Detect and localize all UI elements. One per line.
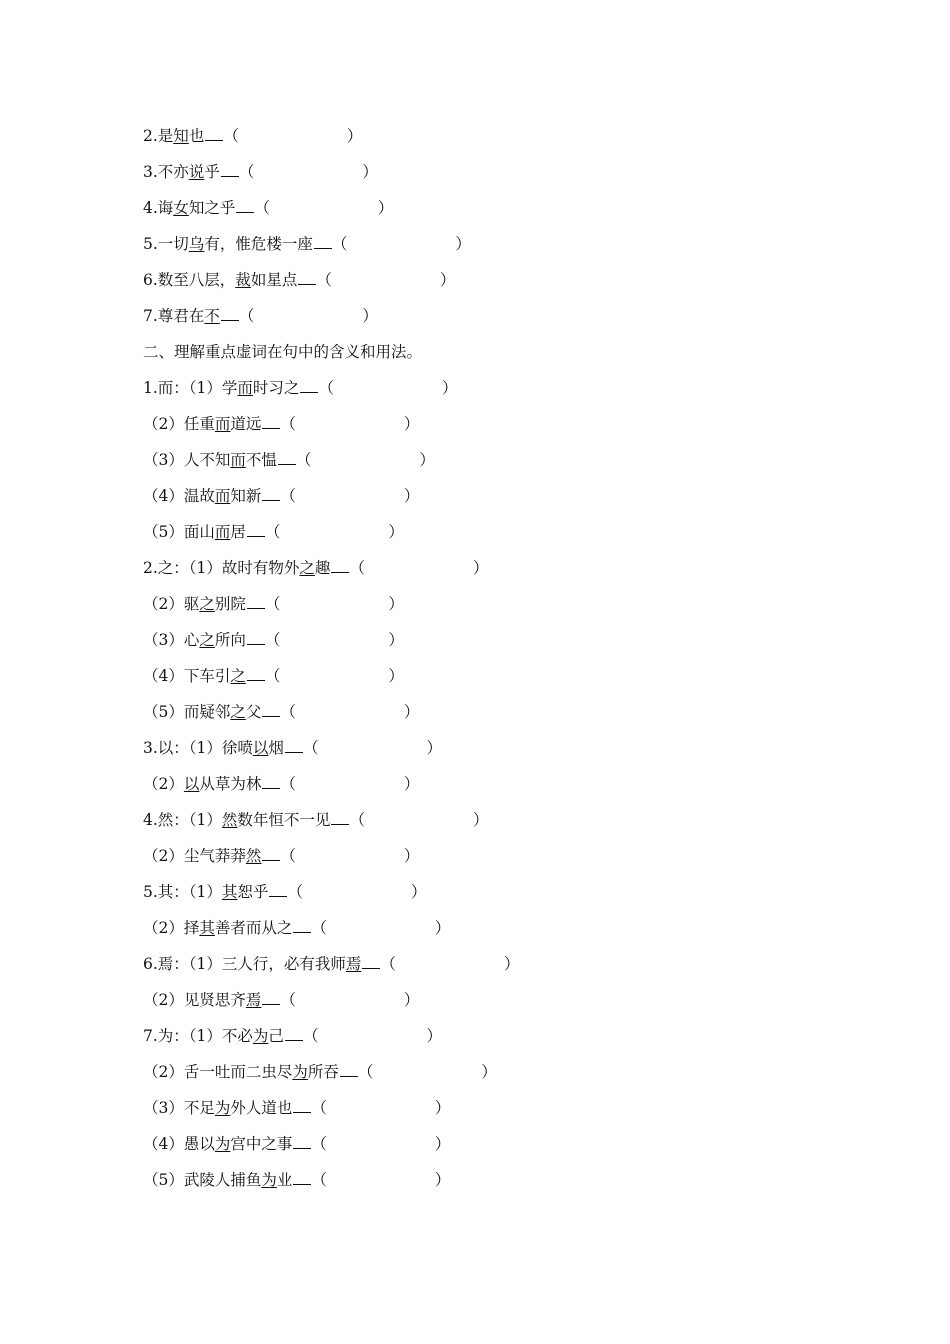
paren-open: （ xyxy=(264,631,281,649)
answer-blank[interactable] xyxy=(262,1003,280,1005)
answer-blank[interactable] xyxy=(331,823,349,825)
exercise-line xyxy=(143,766,863,802)
exercise-line xyxy=(143,730,863,766)
line-text: 所向 xyxy=(214,631,246,649)
exercise-line xyxy=(143,910,863,946)
line-text: 道远 xyxy=(230,415,262,433)
exercise-line xyxy=(143,334,863,370)
paren-open: （ xyxy=(238,307,255,325)
line-text: 也 xyxy=(188,127,205,145)
paren-close: ） xyxy=(439,271,456,289)
paren-close: ） xyxy=(441,379,458,397)
line-text: （5）面山 xyxy=(143,523,215,541)
exercise-line xyxy=(143,802,863,838)
paren-close: ） xyxy=(388,667,404,685)
answer-blank[interactable] xyxy=(221,319,239,321)
line-text: （2）尘气莽莽 xyxy=(143,847,246,865)
line-text: （4）温故 xyxy=(143,487,215,505)
answer-blank[interactable] xyxy=(340,1075,358,1077)
line-text: 1.而：（1）学 xyxy=(143,379,238,397)
paren-close: ） xyxy=(346,127,363,145)
line-text: 善者而从之 xyxy=(214,919,293,937)
answer-blank[interactable] xyxy=(247,607,265,609)
line-text: 从草为林 xyxy=(199,775,262,793)
exercise-line xyxy=(143,1162,863,1198)
exercise-line xyxy=(143,478,863,514)
paren-open: （ xyxy=(311,1171,327,1189)
exercise-line xyxy=(143,586,863,622)
key-word: 知 xyxy=(173,127,189,145)
paren-close: ） xyxy=(388,595,404,613)
paren-close: ） xyxy=(403,415,420,433)
exercise-line xyxy=(143,370,863,406)
paren-open: （ xyxy=(295,451,312,469)
paren-open: （ xyxy=(280,703,296,721)
exercise-line xyxy=(143,190,863,226)
exercise-line xyxy=(143,262,863,298)
key-word: 焉 xyxy=(345,955,362,973)
key-word: 其 xyxy=(199,919,215,937)
key-word: 而 xyxy=(214,487,231,505)
answer-blank[interactable] xyxy=(262,859,280,861)
paren-open: （ xyxy=(264,595,281,613)
paren-close: ） xyxy=(472,811,489,829)
key-word: 而 xyxy=(230,451,246,469)
key-word: 之 xyxy=(230,703,246,721)
key-word: 为 xyxy=(214,1135,231,1153)
exercise-line xyxy=(143,874,863,910)
exercise-line xyxy=(143,1126,863,1162)
paren-open: （ xyxy=(280,847,296,865)
line-text: 所吞 xyxy=(307,1063,339,1081)
exercise-line xyxy=(143,514,863,550)
line-text: 宫中之事 xyxy=(230,1135,293,1153)
line-text: （3）心 xyxy=(143,631,200,649)
answer-blank[interactable] xyxy=(314,247,332,249)
line-text: 趣 xyxy=(314,559,331,577)
answer-blank[interactable] xyxy=(247,535,265,537)
exercise-line xyxy=(143,658,863,694)
key-word: 以 xyxy=(252,739,269,757)
paren-open: （ xyxy=(357,1063,374,1081)
worksheet xyxy=(143,118,863,1198)
line-text: 6.焉：（1）三人行，必有我师 xyxy=(143,955,346,973)
key-word: 之 xyxy=(199,595,215,613)
paren-close: ） xyxy=(410,883,427,901)
paren-open: （ xyxy=(223,127,239,145)
line-text: （5）而疑邻 xyxy=(143,703,231,721)
paren-close: ） xyxy=(403,775,420,793)
line-text: 外人道也 xyxy=(230,1099,293,1117)
paren-close: ） xyxy=(403,991,420,1009)
key-word: 而 xyxy=(214,415,231,433)
key-word: 而 xyxy=(214,523,231,541)
paren-open: （ xyxy=(287,883,303,901)
line-text: 2.是 xyxy=(143,127,174,145)
key-word: 而 xyxy=(237,379,253,397)
line-text: 乎 xyxy=(204,163,220,181)
key-word: 女 xyxy=(173,199,189,217)
exercise-line xyxy=(143,406,863,442)
key-word: 然 xyxy=(245,847,262,865)
paren-open: （ xyxy=(280,487,296,505)
paren-open: （ xyxy=(280,415,296,433)
answer-blank[interactable] xyxy=(293,1183,311,1185)
line-text: 恕乎 xyxy=(237,883,269,901)
line-text: 3.以：（1）徐喷 xyxy=(143,739,253,757)
line-text: 二、理解重点虚词在句中的含义和用法。 xyxy=(143,343,423,361)
line-text: 5.一切 xyxy=(143,235,189,253)
answer-blank[interactable] xyxy=(262,427,280,429)
line-text: 6.数至八层， xyxy=(143,271,236,289)
key-word: 为 xyxy=(292,1063,308,1081)
exercise-line xyxy=(143,154,863,190)
exercise-line xyxy=(143,1090,863,1126)
line-text: （3）不足 xyxy=(143,1099,215,1117)
line-text: （2）择 xyxy=(143,919,200,937)
paren-close: ） xyxy=(377,199,394,217)
answer-blank[interactable] xyxy=(269,895,287,897)
key-word: 焉 xyxy=(245,991,262,1009)
answer-blank[interactable] xyxy=(205,139,223,141)
exercise-line xyxy=(143,442,863,478)
answer-blank[interactable] xyxy=(247,643,265,645)
paren-open: （ xyxy=(280,775,296,793)
key-word: 说 xyxy=(188,163,205,181)
line-text: 有，惟危楼一座 xyxy=(204,235,313,253)
exercise-line xyxy=(143,838,863,874)
line-text: （2）任重 xyxy=(143,415,215,433)
paren-open: （ xyxy=(264,667,281,685)
line-text: 别院 xyxy=(214,595,246,613)
paren-open: （ xyxy=(316,271,332,289)
answer-blank[interactable] xyxy=(293,1147,311,1149)
key-word: 其 xyxy=(221,883,238,901)
exercise-line xyxy=(143,946,863,982)
line-text: 知新 xyxy=(230,487,262,505)
paren-close: ） xyxy=(503,955,520,973)
line-text: 时习之 xyxy=(252,379,300,397)
line-text: （3）人不知 xyxy=(143,451,231,469)
exercise-line xyxy=(143,982,863,1018)
line-text: 3.不亦 xyxy=(143,163,189,181)
exercise-line xyxy=(143,694,863,730)
paren-open: （ xyxy=(380,955,396,973)
line-text: （2） xyxy=(143,775,184,793)
answer-blank[interactable] xyxy=(262,499,280,501)
line-text: 业 xyxy=(276,1171,293,1189)
paren-open: （ xyxy=(280,991,296,1009)
line-text: 不愠 xyxy=(245,451,277,469)
key-word: 之 xyxy=(199,631,215,649)
paren-close: ） xyxy=(434,1135,451,1153)
exercise-line xyxy=(143,622,863,658)
key-word: 乌 xyxy=(188,235,205,253)
line-text: （4）愚以 xyxy=(143,1135,215,1153)
paren-close: ） xyxy=(426,1027,442,1045)
line-text: 4.然：（1） xyxy=(143,811,222,829)
answer-blank[interactable] xyxy=(285,1039,303,1041)
answer-blank[interactable] xyxy=(247,679,265,681)
line-text: （2）舌一吐而二虫尽 xyxy=(143,1063,293,1081)
paren-open: （ xyxy=(238,163,255,181)
paren-open: （ xyxy=(318,379,334,397)
exercise-line xyxy=(143,298,863,334)
line-text: 7.为：（1）不必 xyxy=(143,1027,253,1045)
paren-open: （ xyxy=(349,559,365,577)
paren-close: ） xyxy=(419,451,435,469)
paren-close: ） xyxy=(403,703,420,721)
paren-close: ） xyxy=(362,307,378,325)
line-text: 4.诲 xyxy=(143,199,174,217)
key-word: 为 xyxy=(214,1099,231,1117)
key-word: 为 xyxy=(261,1171,277,1189)
line-text: 烟 xyxy=(268,739,284,757)
paren-close: ） xyxy=(426,739,442,757)
line-text: 己 xyxy=(268,1027,284,1045)
line-text: 7.尊君在 xyxy=(143,307,205,325)
answer-blank[interactable] xyxy=(278,463,296,465)
exercise-line xyxy=(143,226,863,262)
key-word: 之 xyxy=(230,667,246,685)
key-word: 之 xyxy=(299,559,315,577)
paren-open: （ xyxy=(311,919,327,937)
exercise-line xyxy=(143,1054,863,1090)
paren-open: （ xyxy=(311,1099,327,1117)
paren-close: ） xyxy=(434,1099,451,1117)
exercise-line xyxy=(143,118,863,154)
key-word: 为 xyxy=(252,1027,269,1045)
paren-close: ） xyxy=(481,1063,497,1081)
paren-open: （ xyxy=(331,235,348,253)
line-text: 5.其：（1） xyxy=(143,883,222,901)
line-text: （2）驱 xyxy=(143,595,200,613)
paren-close: ） xyxy=(388,523,404,541)
paren-close: ） xyxy=(434,919,451,937)
key-word: 不 xyxy=(204,307,220,325)
line-text: 父 xyxy=(245,703,262,721)
paren-close: ） xyxy=(403,847,420,865)
paren-open: （ xyxy=(302,739,319,757)
answer-blank[interactable] xyxy=(300,391,318,393)
answer-blank[interactable] xyxy=(221,175,239,177)
exercise-line xyxy=(143,550,863,586)
key-word: 然 xyxy=(221,811,238,829)
paren-open: （ xyxy=(349,811,365,829)
line-text: 2.之：（1）故时有物外 xyxy=(143,559,300,577)
line-text: （5）武陵人捕鱼 xyxy=(143,1171,262,1189)
key-word: 裁 xyxy=(235,271,251,289)
paren-open: （ xyxy=(311,1135,327,1153)
answer-blank[interactable] xyxy=(298,283,316,285)
exercise-line xyxy=(143,1018,863,1054)
line-text: 如星点 xyxy=(250,271,298,289)
answer-blank[interactable] xyxy=(362,967,380,969)
paren-close: ） xyxy=(434,1171,451,1189)
line-text: 知之乎 xyxy=(188,199,236,217)
answer-blank[interactable] xyxy=(262,715,280,717)
paren-close: ） xyxy=(472,559,489,577)
paren-close: ） xyxy=(388,631,404,649)
paren-close: ） xyxy=(403,487,420,505)
answer-blank[interactable] xyxy=(331,571,349,573)
key-word: 以 xyxy=(183,775,200,793)
paren-open: （ xyxy=(254,199,270,217)
answer-blank[interactable] xyxy=(293,931,311,933)
line-text: 居 xyxy=(230,523,246,541)
answer-blank[interactable] xyxy=(262,787,280,789)
paren-close: ） xyxy=(455,235,471,253)
line-text: （4）下车引 xyxy=(143,667,231,685)
paren-close: ） xyxy=(362,163,378,181)
answer-blank[interactable] xyxy=(293,1111,311,1113)
answer-blank[interactable] xyxy=(285,751,303,753)
paren-open: （ xyxy=(264,523,281,541)
paren-open: （ xyxy=(302,1027,319,1045)
line-text: （2）见贤思齐 xyxy=(143,991,246,1009)
line-text: 数年恒不一见 xyxy=(237,811,331,829)
answer-blank[interactable] xyxy=(236,211,254,213)
